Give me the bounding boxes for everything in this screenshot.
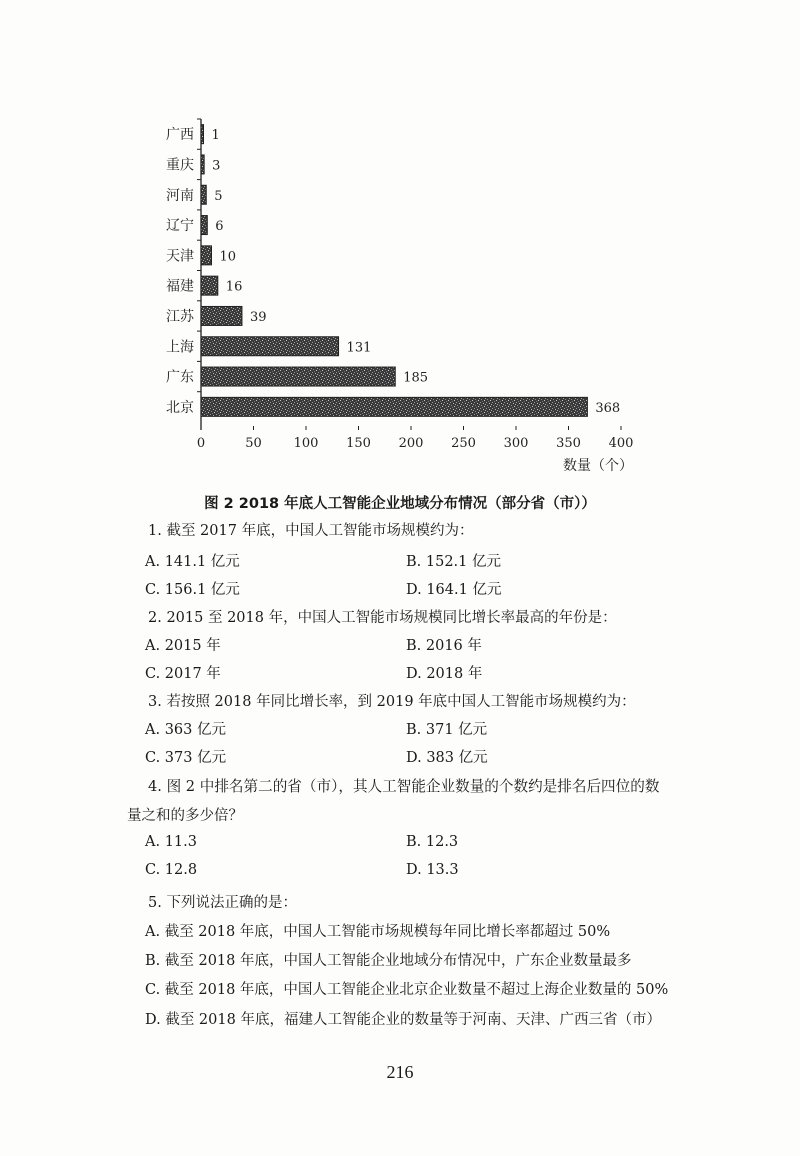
question-2-option-a: A. 2015 年 — [145, 638, 221, 654]
x-tick-label: 250 — [451, 436, 476, 451]
bar-2 — [201, 155, 204, 174]
question-5-stem: 5. 下列说法正确的是： — [148, 895, 297, 911]
bar-5 — [201, 246, 212, 265]
question-3-option-b: B. 371 亿元 — [406, 722, 488, 738]
category-label: 重庆 — [166, 157, 194, 174]
question-2-stem: 2. 2015 至 2018 年，中国人工智能市场规模同比增长率最高的年份是： — [148, 610, 617, 626]
category-label: 河南 — [166, 187, 194, 204]
data-label: 131 — [346, 340, 372, 356]
question-2-option-b: B. 2016 年 — [406, 638, 482, 654]
question-5-option-c: C. 截至 2018 年底，中国人工智能企业北京企业数量不超过上海企业数量的 50% — [145, 982, 669, 998]
category-label: 上海 — [166, 339, 194, 356]
bar-10 — [201, 397, 587, 416]
question-2-option-c: C. 2017 年 — [145, 666, 221, 682]
data-label: 3 — [212, 158, 221, 174]
data-label: 39 — [249, 309, 267, 325]
data-label: 1 — [211, 128, 220, 144]
data-label: 5 — [214, 188, 223, 204]
question-4-option-c: C. 12.8 — [145, 862, 198, 878]
bar-6 — [201, 276, 218, 295]
x-axis-label: 数量（个） — [563, 458, 633, 474]
x-tick-label: 100 — [293, 436, 319, 451]
x-tick-label: 400 — [608, 436, 634, 451]
bar-8 — [201, 337, 339, 356]
question-4-option-b: B. 12.3 — [406, 834, 459, 850]
question-2-option-d: D. 2018 年 — [406, 666, 483, 682]
bar-4 — [201, 216, 207, 235]
bar-7 — [201, 306, 242, 325]
data-label: 10 — [219, 249, 237, 265]
question-4-stem-line-2: 量之和的多少倍？ — [127, 808, 243, 824]
question-1-option-d: D. 164.1 亿元 — [406, 582, 502, 598]
question-1-option-b: B. 152.1 亿元 — [406, 554, 501, 570]
question-1-stem: 1. 截至 2017 年底，中国人工智能市场规模约为： — [148, 523, 474, 539]
category-label: 江苏 — [166, 308, 194, 325]
question-5-option-a: A. 截至 2018 年底，中国人工智能市场规模每年同比增长率都超过 50% — [145, 924, 611, 940]
category-label: 福建 — [166, 278, 194, 295]
question-3-stem: 3. 若按照 2018 年同比增长率，到 2019 年底中国人工智能市场规模约为： — [148, 694, 636, 710]
data-label: 368 — [595, 400, 621, 416]
question-5-option-d: D. 截至 2018 年底，福建人工智能企业的数量等于河南、天津、广西三省（市） — [145, 1012, 661, 1028]
question-4-option-a: A. 11.3 — [145, 834, 197, 850]
x-tick-label: 0 — [196, 436, 206, 451]
question-3-option-c: C. 373 亿元 — [145, 750, 227, 766]
data-label: 185 — [403, 370, 429, 386]
bar-1 — [201, 125, 204, 144]
page-number: 216 — [386, 1062, 414, 1082]
category-label: 广东 — [166, 369, 194, 386]
category-label: 辽宁 — [166, 218, 194, 235]
category-label: 天津 — [166, 248, 194, 265]
category-label: 广西 — [166, 127, 194, 144]
question-1-option-c: C. 156.1 亿元 — [145, 582, 240, 598]
figure-caption: 图 2 2018 年底人工智能企业地域分布情况（部分省（市）） — [204, 496, 596, 512]
category-label: 北京 — [166, 399, 194, 416]
question-1-option-a: A. 141.1 亿元 — [145, 554, 240, 570]
x-tick-label: 350 — [556, 436, 581, 451]
bar-9 — [201, 367, 395, 386]
question-3-option-d: D. 383 亿元 — [406, 750, 488, 766]
question-3-option-a: A. 363 亿元 — [145, 722, 226, 738]
question-4-stem-line-1: 4. 图 2 中排名第二的省（市），其人工智能企业数量的个数约是排名后四位的数 — [148, 778, 660, 795]
question-5-option-b: B. 截至 2018 年底，中国人工智能企业地域分布情况中，广东企业数量最多 — [145, 953, 632, 969]
x-tick-label: 300 — [503, 436, 529, 451]
x-tick-label: 200 — [398, 436, 424, 451]
data-label: 16 — [225, 279, 243, 295]
bar-chart — [0, 0, 800, 480]
x-tick-label: 150 — [346, 436, 371, 451]
x-tick-label: 50 — [245, 436, 262, 451]
data-label: 6 — [215, 219, 224, 235]
question-4-option-d: D. 13.3 — [406, 862, 459, 878]
bar-3 — [201, 185, 206, 204]
